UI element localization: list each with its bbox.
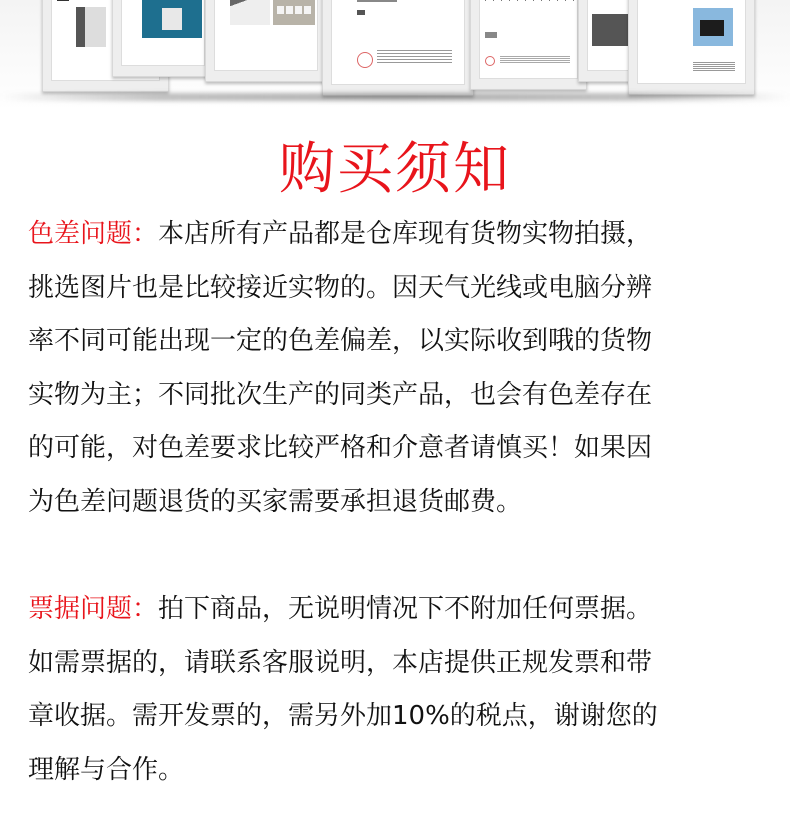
section-text: 拍下商品，无说明情况下不附加任何票据。 [158,594,653,624]
document-thumbnail [628,0,755,95]
invoice-section [28,583,778,797]
page-title: 购买须知 [279,137,511,202]
section-line: 的可能，对色差要求比较严格和介意者请慎买！如果因 [28,433,653,463]
section-spacer [28,529,778,583]
document-thumbnail [470,0,587,90]
banner-shadow [0,93,790,101]
section-line: 实物为主；不同批次生产的同类产品，也会有色差存在 [28,379,653,410]
section-line: 为色差问题退货的买家需要承担退货邮费。 [28,486,523,517]
section-line: 章收据。需开发票的，需另外加10%的税点，谢谢您的 [28,701,658,731]
section-line [28,208,778,262]
color-difference-section [28,208,778,529]
section-line: 挑选图片也是比较接近实物的。因天气光线或电脑分辨 [28,272,653,303]
notice-content [28,208,778,797]
section-line: 率不同可能出现一定的色差偏差，以实际收到哦的货物 [28,326,653,356]
section-line: 如需票据的，请联系客服说明，本店提供正规发票和带 [28,647,653,678]
section-label: 票据问题： [28,594,159,624]
section-label: 色差问题： [28,219,159,249]
section-text: 本店所有产品都是仓库现有货物实物拍摄， [158,219,653,249]
certificate-banner [0,0,790,110]
document-thumbnail [322,0,474,96]
document-thumbnail [112,0,214,77]
document-thumbnail [205,0,327,82]
section-line: 理解与合作。 [28,754,185,785]
section-line [28,583,778,637]
